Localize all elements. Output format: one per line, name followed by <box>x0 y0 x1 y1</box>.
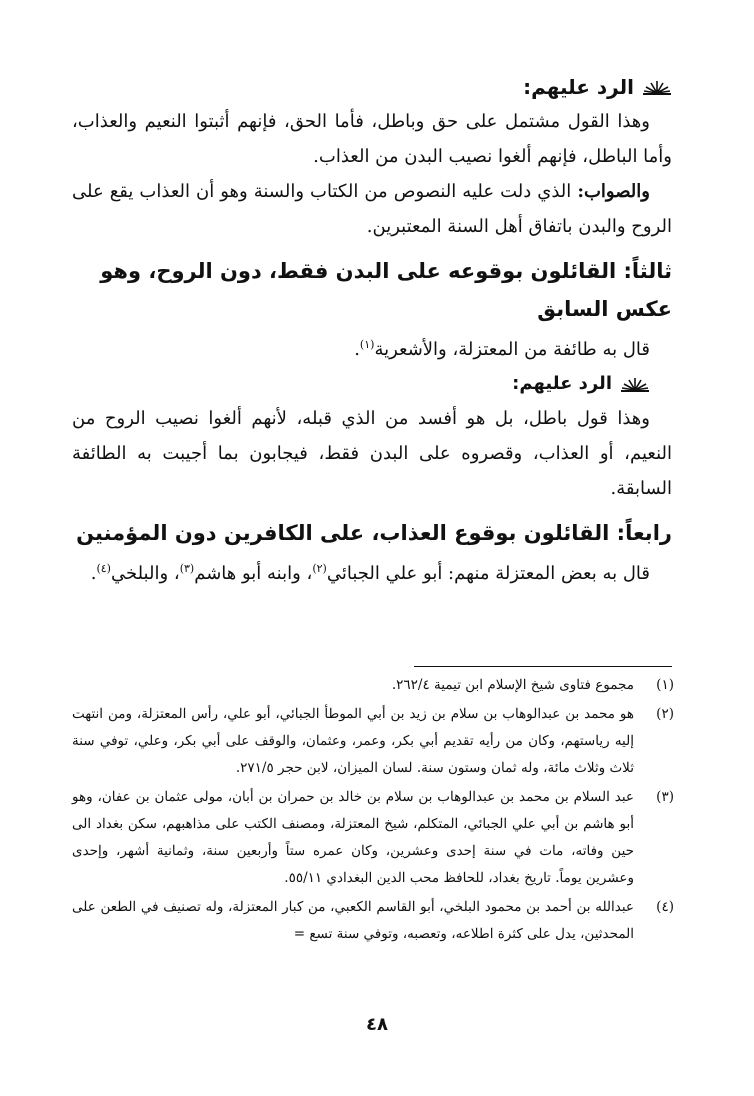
paragraph-end: . <box>354 339 360 360</box>
paragraph-text: ، وابنه أبو هاشم <box>194 563 313 584</box>
footnote-text: عبدالله بن أحمد بن محمود البلخي، أبو القاسم الكعبي، من كبار المعتزلة، وله تصنيف في الطعن على المحدثين، يدل على كثرة اطلاعه، وتعصبه، وتوفي سنة تسع = <box>72 899 634 942</box>
section-heading <box>72 367 672 401</box>
footnote-text: عبد السلام بن محمد بن عبدالوهاب بن سلام بن خالد بن حمران بن أبان، مولى عثمان بن عفان، وهو أبو هاشم بن أبي علي الجبائي، المتكلم، شيخ المعتزلة، ومصنف الكتب على مذاهبهم، سكن بغداد الى حين وفاته، مات في سنة إحدى وعشرين، وكان عمره ستاً وأربعين سنة، وثمانية أشهر، وإحدى وعشرين يوماً. تاريخ بغداد، للحافظ محب الدين البغدادي ٥٥/١١. <box>72 789 634 886</box>
footnote-number: (٤) <box>656 899 674 915</box>
footnote-ref: (١) <box>359 338 375 351</box>
paragraph <box>72 174 672 244</box>
footnote-ref: (٢) <box>312 562 327 575</box>
section-title: رابعاً: القائلون بوقوع العذاب، على الكافرين دون المؤمنين <box>76 521 672 545</box>
footnotes <box>72 672 674 950</box>
section-title: ثالثاً: القائلون بوقوعه على البدن فقط، دون الروح، وهو عكس السابق <box>100 259 672 321</box>
paragraph-end: . <box>90 563 97 584</box>
paragraph <box>72 332 672 367</box>
paragraph-text: الذي دلت عليه النصوص من الكتاب والسنة وهو أن العذاب يقع على الروح والبدن باتفاق أهل السنة المعتبرين. <box>72 181 672 237</box>
footnote-ref: (٣) <box>179 562 195 575</box>
footnote-text: هو محمد بن عبدالوهاب بن سلام بن زيد بن أبي الموطأ الجبائي، أبو علي، رأس المعتزلة، ومن انتهت إليه رياستهم، وكان من رأيه تقديم أبي بكر، وعمر، وعثمان، والوقف على أبي بكر، وعلي، توفي سنة ثلاث وثلاث مائة، وله ثمان وستون سنة. لسان الميزان، لابن حجر ٢٧١/٥. <box>72 706 634 776</box>
page-number: ٤٨ <box>366 1014 388 1035</box>
paragraph: وهذا قول باطل، بل هو أفسد من الذي قبله، لأنهم ألغوا نصيب الروح من النعيم، أو العذاب، وقصروه على البدن فقط، فيجابون بما أجيبت به الطائفة السابقة. <box>72 408 672 499</box>
page-body <box>72 70 672 591</box>
paragraph-text: قال به بعض المعتزلة منهم: أبو علي الجبائي <box>326 563 650 584</box>
heading-text: الرد عليهم: <box>512 373 612 394</box>
footnote <box>72 894 674 948</box>
footnote-text: مجموع فتاوى شيخ الإسلام ابن تيمية ٢٦٢/٤. <box>391 677 634 693</box>
footnote-divider <box>414 666 672 667</box>
footnote <box>72 672 674 699</box>
footnote-number: (٢) <box>656 706 674 722</box>
footnote-number: (٣) <box>656 789 674 805</box>
lead-word: والصواب: <box>577 181 650 202</box>
section-heading <box>72 70 672 104</box>
paragraph-text: قال به طائفة من المعتزلة، والأشعرية <box>374 339 650 360</box>
ornament-icon <box>642 79 672 95</box>
footnote <box>72 784 674 892</box>
footnote-number: (١) <box>656 677 674 693</box>
paragraph <box>72 556 672 591</box>
paragraph-text: ، والبلخي <box>110 563 180 584</box>
heading-text: الرد عليهم: <box>523 75 634 99</box>
ornament-icon <box>620 376 650 392</box>
paragraph: وهذا القول مشتمل على حق وباطل، فأما الحق، فإنهم أثبتوا النعيم والعذاب، وأما الباطل، فإنهم ألغوا نصيب البدن من العذاب. <box>72 111 672 167</box>
footnote <box>72 701 674 782</box>
footnote-ref: (٤) <box>96 562 111 575</box>
